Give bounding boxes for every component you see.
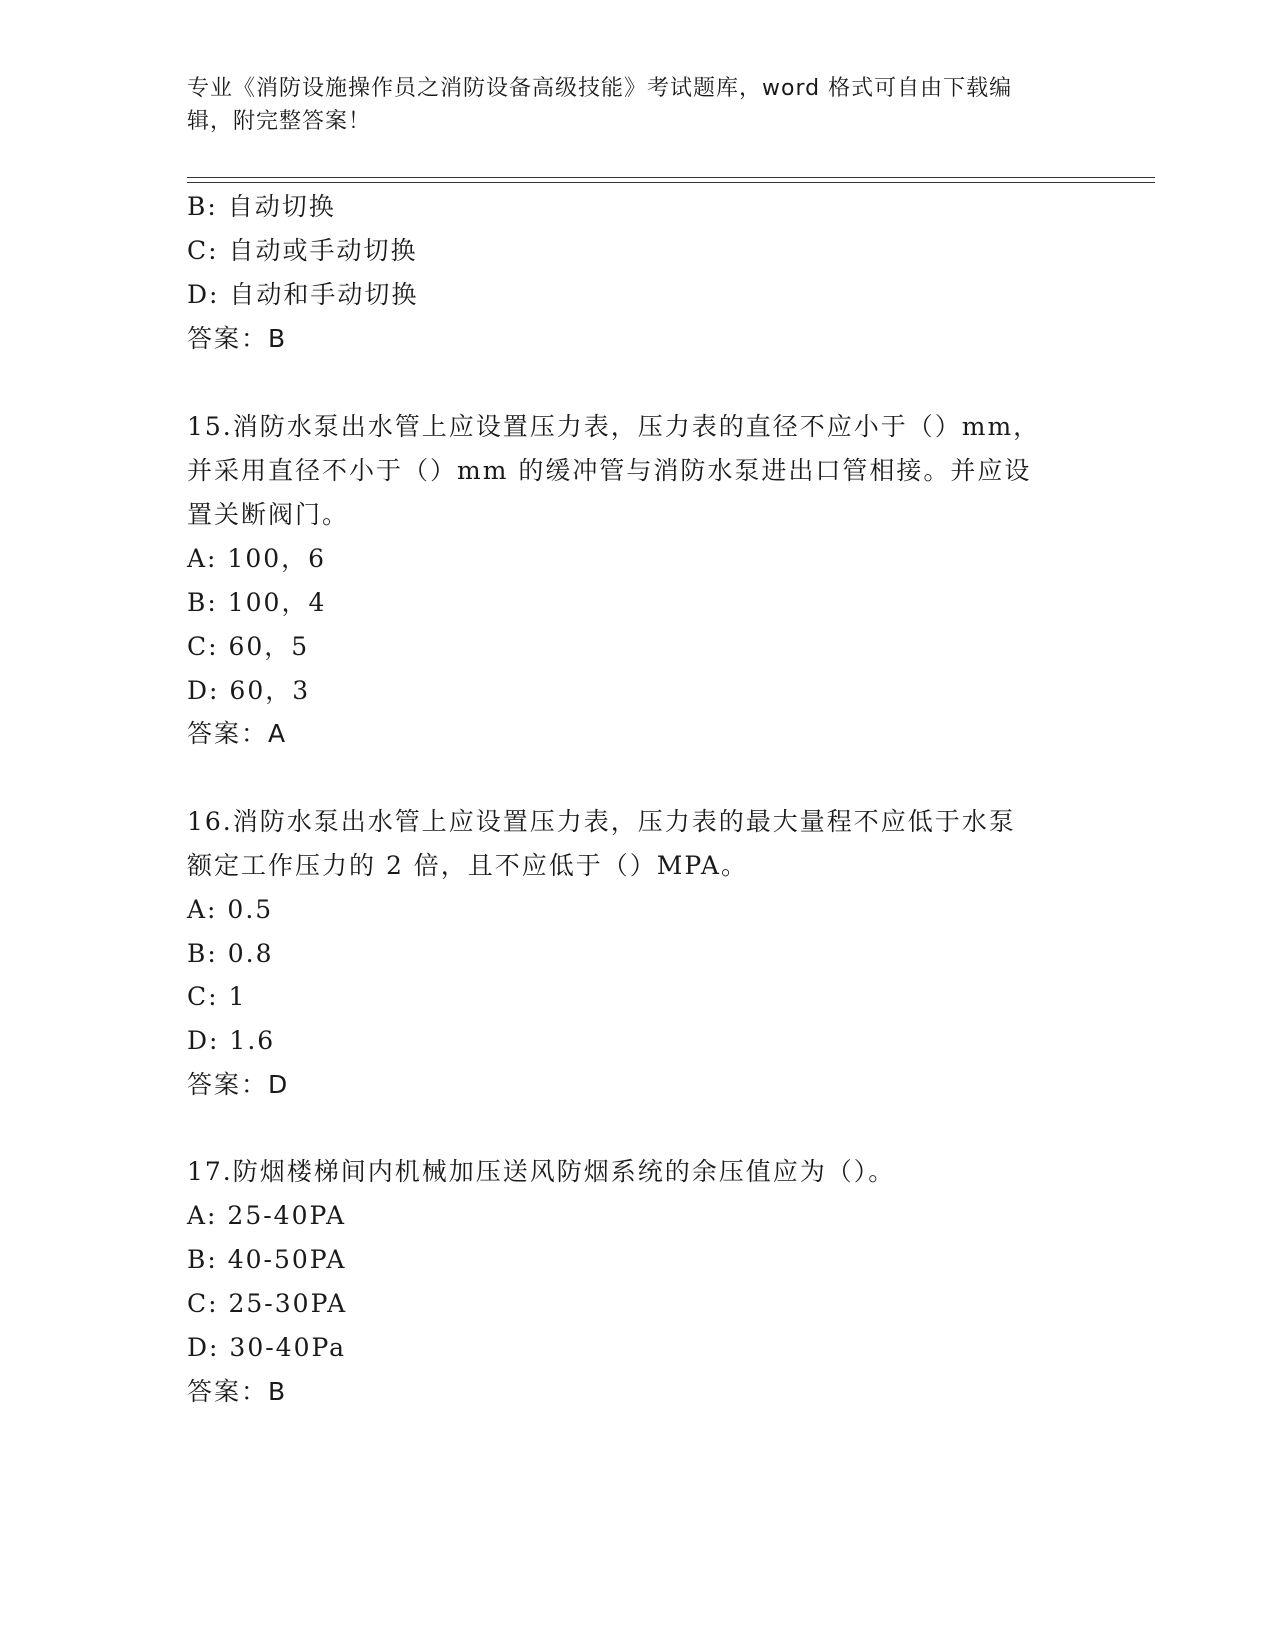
q17-option-b: B: 40-50PA — [187, 1245, 347, 1274]
q17-option-c: C: 25-30PA — [187, 1289, 348, 1318]
q15-option-a: A: 100，6 — [187, 544, 327, 573]
q16-option-b: B: 0.8 — [187, 939, 274, 968]
q17-stem-line-1: 17.防烟楼梯间内机械加压送风防烟系统的余压值应为（）。 — [187, 1157, 896, 1186]
q14-answer: 答案：B — [187, 324, 288, 353]
q17-option-a: A: 25-40PA — [187, 1201, 347, 1230]
document-header — [187, 72, 1067, 138]
q15-option-b: B: 100，4 — [187, 588, 327, 617]
q15-stem-line-1: 15.消防水泵出水管上应设置压力表，压力表的直径不应小于（）mm， — [187, 412, 1041, 441]
q17-option-d: D: 30-40Pa — [187, 1333, 347, 1362]
q16-stem-line-2: 额定工作压力的 2 倍，且不应低于（）MPA。 — [187, 851, 748, 880]
q16-option-c: C: 1 — [187, 982, 247, 1011]
q15-option-c: C: 60，5 — [187, 632, 310, 661]
q15-option-d: D: 60，3 — [187, 676, 311, 705]
q16-option-a: A: 0.5 — [187, 895, 274, 924]
header-divider-top — [187, 177, 1155, 178]
q15-answer: 答案：A — [187, 719, 288, 748]
header-line-2: 辑，附完整答案！ — [187, 109, 372, 134]
q14-option-b: B: 自动切换 — [187, 192, 336, 221]
q16-option-d: D: 1.6 — [187, 1026, 276, 1055]
q16-stem-line-1: 16.消防水泵出水管上应设置压力表，压力表的最大量程不应低于水泵 — [187, 807, 1016, 836]
q16-answer: 答案：D — [187, 1070, 290, 1099]
q14-option-c: C: 自动或手动切换 — [187, 236, 418, 265]
header-divider-bottom — [187, 182, 1155, 183]
q14-option-d: D: 自动和手动切换 — [187, 280, 419, 309]
q15-stem-line-2: 并采用直径不小于（）mm 的缓冲管与消防水泵进出口管相接。并应设 — [187, 456, 1032, 485]
q15-stem-line-3: 置关断阀门。 — [187, 500, 350, 529]
header-line-1: 专业《消防设施操作员之消防设备高级技能》考试题库，word 格式可自由下载编 — [187, 76, 1013, 101]
q17-answer: 答案：B — [187, 1377, 288, 1406]
